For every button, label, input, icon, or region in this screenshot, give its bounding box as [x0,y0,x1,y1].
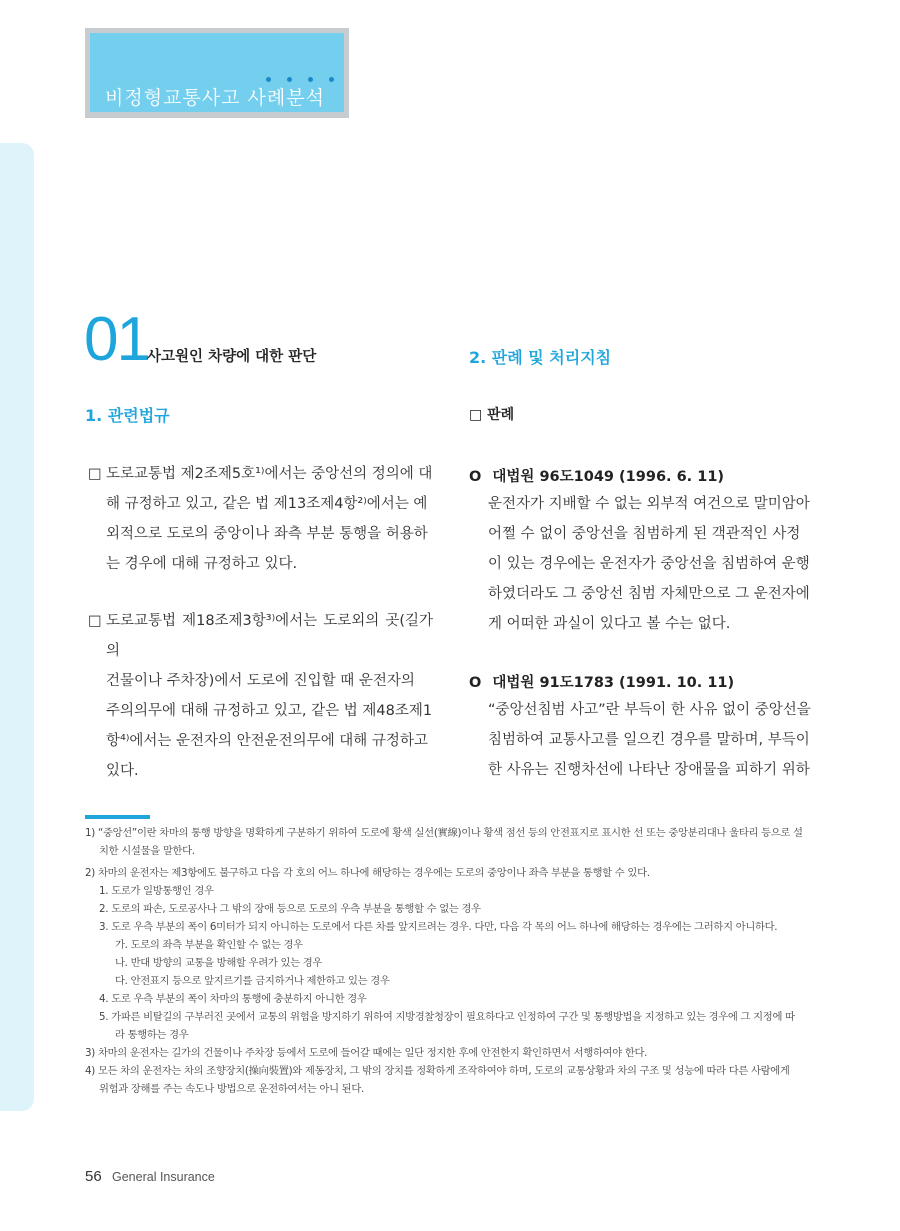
paragraph-line: 외적으로 도로의 중앙이나 좌측 부분 통행을 허용하 [106,526,428,542]
footnote-line: 치한 시설물을 말한다. [99,845,195,857]
precedent-subheading: □ 판례 [469,407,515,423]
square-bullet-icon: □ [88,466,102,482]
footnotes [85,824,820,1098]
paragraph-line: 해 규정하고 있고, 같은 법 제13조제4항²⁾에서는 예 [106,496,428,512]
paragraph-line: 게 어떠한 과실이 있다고 볼 수는 없다. [488,616,731,632]
paragraph-line: 이 있는 경우에는 운전자가 중앙선을 침범하여 운행 [488,556,810,572]
section-number: 01 [84,305,149,374]
footnote-line: 다. 안전표지 등으로 앞지르기를 금지하거나 제한하고 있는 경우 [115,975,390,987]
footnote-divider [85,815,150,819]
header-banner-inner [90,33,344,112]
paragraph-line: 도로교통법 제18조제3항³⁾에서는 도로외의 곳(길가의 [106,613,433,659]
header-title: 비정형교통사고 사례분석 [105,87,325,109]
page-number: 56 [85,1168,102,1185]
side-tab-decoration [0,143,34,1111]
paragraph-line: 는 경우에 대해 규정하고 있다. [106,556,298,572]
paragraph-line: 어쩔 수 없이 중앙선을 침범하게 된 객관적인 사정 [488,526,801,542]
footnote-line: 1. 도로가 일방통행인 경우 [99,885,214,897]
paragraph-line: 주의의무에 대해 규정하고 있고, 같은 법 제48조제1 [106,703,433,719]
case-title-text: 대법원 96도1049 (1996. 6. 11) [492,469,725,485]
paragraph-line: 항⁴⁾에서는 운전자의 안전운전의무에 대해 규정하고 [106,733,428,749]
footer-label: General Insurance [112,1170,215,1184]
footnote-line: 1) “중앙선”이란 차마의 통행 방향을 명확하게 구분하기 위하여 도로에 황색 실선(實線)이나 황색 점선 등의 안전표지로 표시한 선 또는 중앙분리대나 울타리 등으로 설 [85,827,803,839]
case-title-1 [469,465,724,486]
paragraph-line: 건물이나 주차장)에서 도로에 진입할 때 운전자의 [106,673,415,689]
paragraph-line: 운전자가 지배할 수 없는 외부적 여건으로 말미암아 [488,496,810,512]
paragraph-line: 하였더라도 그 중앙선 침범 자체만으로 그 운전자에 [488,586,810,602]
footnote-line: 2. 도로의 파손, 도로공사나 그 밖의 장애 등으로 도로의 우측 부분을 통행할 수 없는 경우 [99,903,481,915]
circle-bullet-icon: O [469,469,482,485]
footnote-line: 4. 도로 우측 부분의 폭이 차마의 통행에 충분하지 아니한 경우 [99,993,367,1005]
footnote-line: 위험과 장해를 주는 속도나 방법으로 운전하여서는 아니 된다. [99,1083,364,1095]
paragraph-line: 침범하여 교통사고를 일으킨 경우를 말하며, 부득이 [488,732,810,748]
circle-bullet-icon: O [469,675,482,691]
right-heading: 2. 판례 및 처리지침 [469,348,612,367]
footnote-line: 3. 도로 우측 부분의 폭이 6미터가 되지 아니하는 도로에서 다른 차를 앞지르려는 경우. 다만, 다음 각 목의 어느 하나에 해당하는 경우에는 그러하지 아니하다. [99,921,778,933]
footnote-line: 4) 모든 차의 운전자는 차의 조향장치(操向裝置)와 제동장치, 그 밖의 장치를 정확하게 조작하여야 하며, 도로의 교통상황과 차의 구조 및 성능에 따라 다른 사람에게 [85,1065,790,1077]
section-title: 사고원인 차량에 대한 판단 [147,349,317,365]
case-body-2 [488,695,813,785]
paragraph-line: 한 사유는 진행차선에 나타난 장애물을 피하기 위하 [488,762,810,778]
square-bullet-icon: □ [88,613,102,629]
footnote-line: 3) 차마의 운전자는 길가의 건물이나 주차장 등에서 도로에 들어갈 때에는 일단 정지한 후에 안전한지 확인하면서 서행하여야 한다. [85,1047,648,1059]
left-paragraph-2 [88,606,433,786]
case-body-1 [488,489,813,639]
footnote-line: 라 통행하는 경우 [115,1029,189,1041]
header-banner [85,28,349,118]
case-title-text: 대법원 91도1783 (1991. 10. 11) [492,675,735,691]
case-title-2 [469,671,734,692]
paragraph-line: 있다. [106,763,139,779]
footnote-line: 가. 도로의 좌측 부분을 확인할 수 없는 경우 [115,939,303,951]
footnote-line: 5. 가파른 비탈길의 구부러진 곳에서 교통의 위험을 방지하기 위하여 지방경찰청장이 필요하다고 인정하여 구간 및 통행방법을 지정하고 있는 경우에 그 지정에 따 [99,1011,795,1023]
footnote-line: 2) 차마의 운전자는 제3항에도 불구하고 다음 각 호의 어느 하나에 해당하는 경우에는 도로의 중앙이나 좌측 부분을 통행할 수 있다. [85,867,650,879]
footnote-line: 나. 반대 방향의 교통을 방해할 우려가 있는 경우 [115,957,323,969]
left-heading: 1. 관련법규 [85,406,170,425]
paragraph-line: 도로교통법 제2조제5호¹⁾에서는 중앙선의 정의에 대 [106,466,433,482]
left-paragraph-1 [88,459,433,579]
paragraph-line: “중앙선침범 사고”란 부득이 한 사유 없이 중앙선을 [488,702,811,718]
